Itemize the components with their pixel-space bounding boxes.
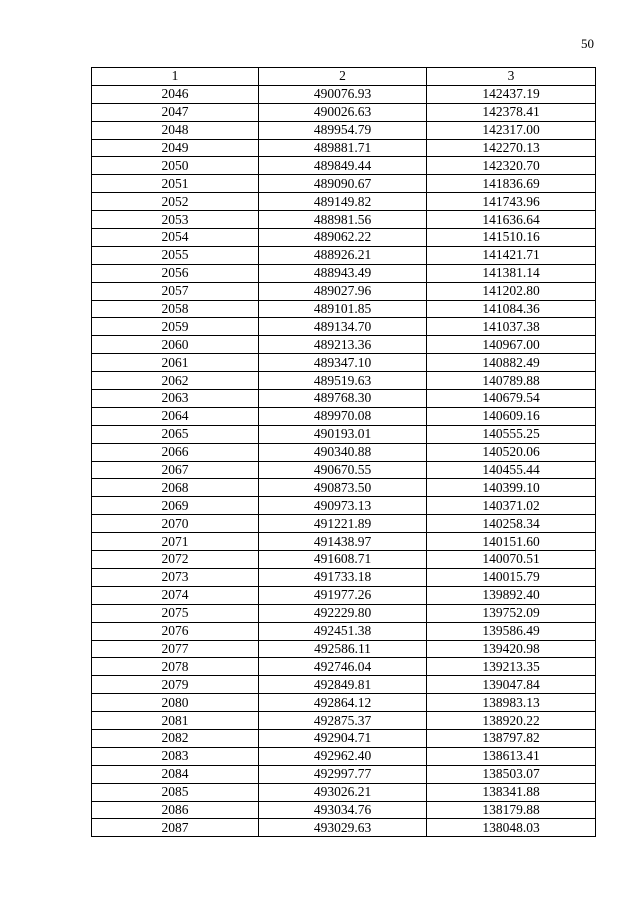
table-row <box>92 443 596 461</box>
table-cell: 2048 <box>92 121 259 139</box>
table-cell: 141381.14 <box>427 264 596 282</box>
table-row <box>92 551 596 569</box>
table-cell: 2069 <box>92 497 259 515</box>
table-cell: 140555.25 <box>427 425 596 443</box>
table-cell: 138613.41 <box>427 747 596 765</box>
table-row <box>92 586 596 604</box>
table-cell: 2059 <box>92 318 259 336</box>
table-row <box>92 282 596 300</box>
table-cell: 2051 <box>92 175 259 193</box>
table-cell: 490193.01 <box>259 425 427 443</box>
table-row <box>92 568 596 586</box>
table-cell: 490076.93 <box>259 85 427 103</box>
table-cell: 2057 <box>92 282 259 300</box>
table-row <box>92 85 596 103</box>
table-cell: 2047 <box>92 103 259 121</box>
table-row <box>92 783 596 801</box>
table-cell: 2050 <box>92 157 259 175</box>
table-cell: 140520.06 <box>427 443 596 461</box>
table-row <box>92 676 596 694</box>
table-cell: 489090.67 <box>259 175 427 193</box>
table-cell: 491438.97 <box>259 533 427 551</box>
table-cell: 141084.36 <box>427 300 596 318</box>
table-cell: 142320.70 <box>427 157 596 175</box>
table-cell: 142437.19 <box>427 85 596 103</box>
table-row <box>92 211 596 229</box>
table-cell: 2055 <box>92 246 259 264</box>
table-cell: 492962.40 <box>259 747 427 765</box>
table-row <box>92 264 596 282</box>
table-cell: 2061 <box>92 354 259 372</box>
table-cell: 492849.81 <box>259 676 427 694</box>
table-cell: 489849.44 <box>259 157 427 175</box>
table-row <box>92 336 596 354</box>
table-cell: 142317.00 <box>427 121 596 139</box>
table-cell: 489881.71 <box>259 139 427 157</box>
table-row <box>92 157 596 175</box>
table-cell: 489768.30 <box>259 390 427 408</box>
table-cell: 489101.85 <box>259 300 427 318</box>
table-cell: 140679.54 <box>427 390 596 408</box>
table-cell: 140967.00 <box>427 336 596 354</box>
table-cell: 2058 <box>92 300 259 318</box>
table-cell: 488981.56 <box>259 211 427 229</box>
table-row <box>92 658 596 676</box>
table-header <box>92 68 596 86</box>
table-cell: 2074 <box>92 586 259 604</box>
table-row <box>92 425 596 443</box>
table-cell: 493026.21 <box>259 783 427 801</box>
table-cell: 140609.16 <box>427 407 596 425</box>
table-cell: 138503.07 <box>427 765 596 783</box>
table-row <box>92 193 596 211</box>
table-row <box>92 747 596 765</box>
table-cell: 141037.38 <box>427 318 596 336</box>
table-body <box>92 85 596 836</box>
table-row <box>92 354 596 372</box>
table-cell: 2062 <box>92 372 259 390</box>
table-cell: 491221.89 <box>259 515 427 533</box>
table-cell: 492875.37 <box>259 712 427 730</box>
table-row <box>92 121 596 139</box>
table-cell: 2084 <box>92 765 259 783</box>
table-cell: 140455.44 <box>427 461 596 479</box>
table-cell: 489027.96 <box>259 282 427 300</box>
table-cell: 141836.69 <box>427 175 596 193</box>
table-row <box>92 640 596 658</box>
table-row <box>92 729 596 747</box>
page-number: 50 <box>581 36 594 51</box>
table-cell: 493034.76 <box>259 801 427 819</box>
table-cell: 138341.88 <box>427 783 596 801</box>
table-cell: 2054 <box>92 229 259 247</box>
table-cell: 492586.11 <box>259 640 427 658</box>
table-row <box>92 300 596 318</box>
table-cell: 2053 <box>92 211 259 229</box>
table-cell: 139752.09 <box>427 604 596 622</box>
table-row <box>92 407 596 425</box>
table-row <box>92 819 596 837</box>
coordinates-table <box>91 67 596 837</box>
table-cell: 490340.88 <box>259 443 427 461</box>
table-row <box>92 515 596 533</box>
table-cell: 2052 <box>92 193 259 211</box>
table-cell: 140399.10 <box>427 479 596 497</box>
table-row <box>92 479 596 497</box>
table-cell: 2046 <box>92 85 259 103</box>
table-cell: 2067 <box>92 461 259 479</box>
table-row <box>92 461 596 479</box>
table-row <box>92 765 596 783</box>
table-cell: 2082 <box>92 729 259 747</box>
table-cell: 490026.63 <box>259 103 427 121</box>
table-cell: 2076 <box>92 622 259 640</box>
table-cell: 491733.18 <box>259 568 427 586</box>
table-cell: 489149.82 <box>259 193 427 211</box>
table-cell: 142378.41 <box>427 103 596 121</box>
column-header: 3 <box>427 68 596 86</box>
table-row <box>92 497 596 515</box>
table-cell: 141421.71 <box>427 246 596 264</box>
table-cell: 489134.70 <box>259 318 427 336</box>
table-cell: 490873.50 <box>259 479 427 497</box>
table-row <box>92 372 596 390</box>
table-cell: 138983.13 <box>427 694 596 712</box>
table-cell: 140151.60 <box>427 533 596 551</box>
table-cell: 2070 <box>92 515 259 533</box>
table-cell: 489954.79 <box>259 121 427 139</box>
table-cell: 2073 <box>92 568 259 586</box>
table-cell: 139586.49 <box>427 622 596 640</box>
table-cell: 139892.40 <box>427 586 596 604</box>
table-cell: 2068 <box>92 479 259 497</box>
table-row <box>92 246 596 264</box>
table-row <box>92 694 596 712</box>
table-cell: 2049 <box>92 139 259 157</box>
table-cell: 2079 <box>92 676 259 694</box>
table-cell: 2077 <box>92 640 259 658</box>
table-cell: 492746.04 <box>259 658 427 676</box>
table-cell: 490670.55 <box>259 461 427 479</box>
table-cell: 140789.88 <box>427 372 596 390</box>
table-row <box>92 801 596 819</box>
table-cell: 142270.13 <box>427 139 596 157</box>
table-cell: 2066 <box>92 443 259 461</box>
table-cell: 490973.13 <box>259 497 427 515</box>
table-cell: 139213.35 <box>427 658 596 676</box>
table-cell: 489213.36 <box>259 336 427 354</box>
table-row <box>92 175 596 193</box>
table-cell: 2081 <box>92 712 259 730</box>
table-row <box>92 318 596 336</box>
table-cell: 2071 <box>92 533 259 551</box>
table-row <box>92 139 596 157</box>
table-cell: 492229.80 <box>259 604 427 622</box>
table-cell: 491977.26 <box>259 586 427 604</box>
table-cell: 488926.21 <box>259 246 427 264</box>
table-cell: 2065 <box>92 425 259 443</box>
table-cell: 489519.63 <box>259 372 427 390</box>
table-cell: 2072 <box>92 551 259 569</box>
table-cell: 138797.82 <box>427 729 596 747</box>
table-cell: 492864.12 <box>259 694 427 712</box>
column-header: 1 <box>92 68 259 86</box>
table-cell: 2078 <box>92 658 259 676</box>
table-cell: 489347.10 <box>259 354 427 372</box>
table-cell: 141202.80 <box>427 282 596 300</box>
table-cell: 489062.22 <box>259 229 427 247</box>
table-cell: 140070.51 <box>427 551 596 569</box>
table-cell: 2064 <box>92 407 259 425</box>
table-cell: 2087 <box>92 819 259 837</box>
table-row <box>92 103 596 121</box>
table-cell: 2075 <box>92 604 259 622</box>
table-cell: 138179.88 <box>427 801 596 819</box>
table-cell: 138048.03 <box>427 819 596 837</box>
table-cell: 491608.71 <box>259 551 427 569</box>
table-cell: 140371.02 <box>427 497 596 515</box>
table-cell: 139420.98 <box>427 640 596 658</box>
table-cell: 2086 <box>92 801 259 819</box>
table-cell: 492904.71 <box>259 729 427 747</box>
table-cell: 138920.22 <box>427 712 596 730</box>
table-row <box>92 604 596 622</box>
column-header: 2 <box>259 68 427 86</box>
table-cell: 489970.08 <box>259 407 427 425</box>
table-row <box>92 533 596 551</box>
table-cell: 141510.16 <box>427 229 596 247</box>
table-cell: 139047.84 <box>427 676 596 694</box>
table-cell: 140258.34 <box>427 515 596 533</box>
table-cell: 2060 <box>92 336 259 354</box>
table-cell: 2085 <box>92 783 259 801</box>
table-cell: 141743.96 <box>427 193 596 211</box>
header-row <box>92 68 596 86</box>
table-cell: 493029.63 <box>259 819 427 837</box>
table-row <box>92 712 596 730</box>
table-row <box>92 390 596 408</box>
table-row <box>92 229 596 247</box>
table-cell: 492997.77 <box>259 765 427 783</box>
table-cell: 488943.49 <box>259 264 427 282</box>
table-cell: 140882.49 <box>427 354 596 372</box>
table-cell: 2063 <box>92 390 259 408</box>
table-cell: 2083 <box>92 747 259 765</box>
table-cell: 2080 <box>92 694 259 712</box>
table-row <box>92 622 596 640</box>
table-cell: 141636.64 <box>427 211 596 229</box>
table-cell: 140015.79 <box>427 568 596 586</box>
table-cell: 2056 <box>92 264 259 282</box>
table-cell: 492451.38 <box>259 622 427 640</box>
